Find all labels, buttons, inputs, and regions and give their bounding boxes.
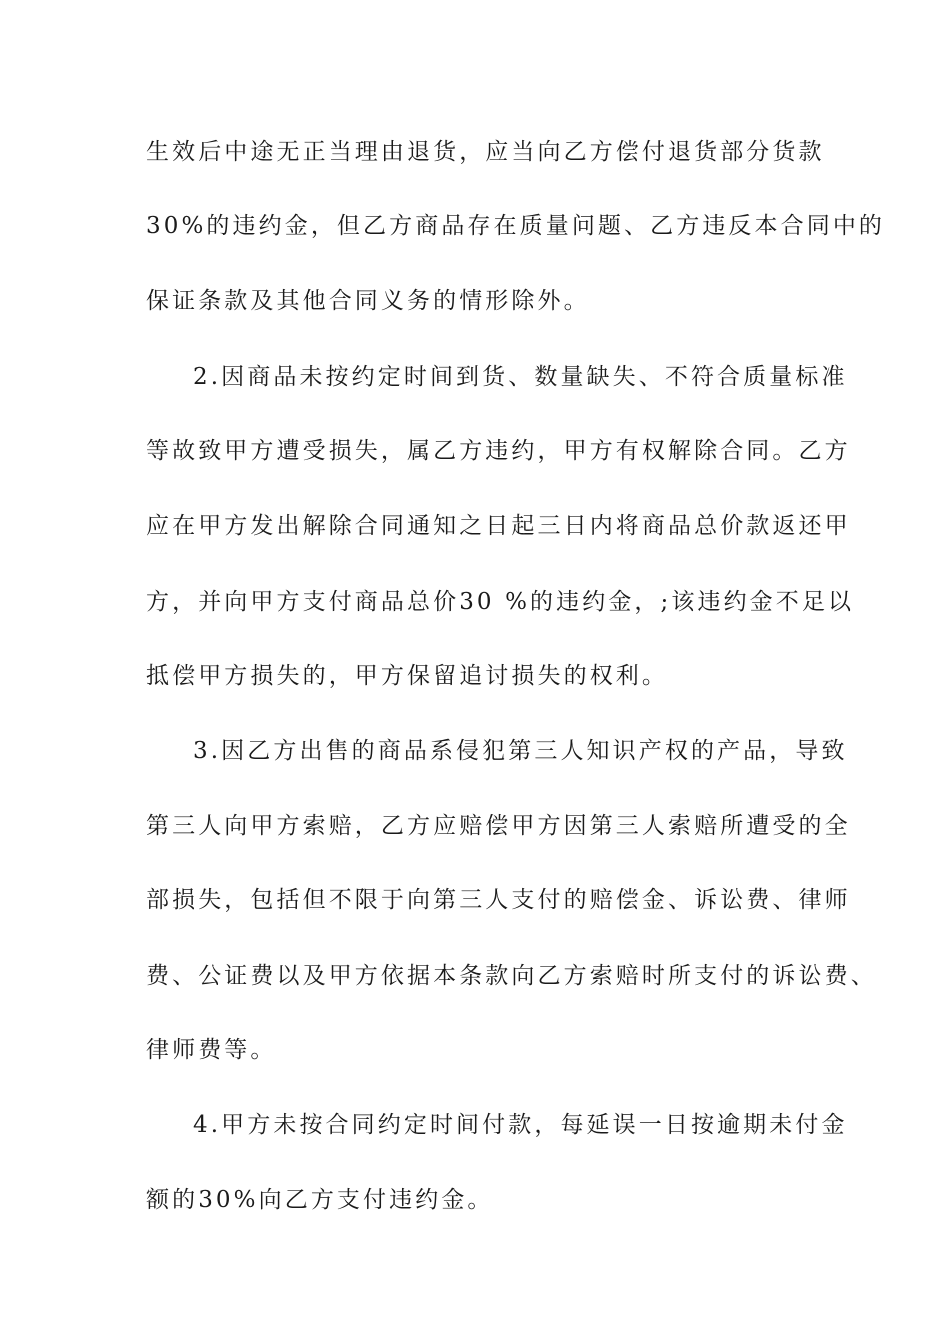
text-line: 第三人向甲方索赔，乙方应赔偿甲方因第三人索赔所遭受的全 bbox=[146, 813, 851, 839]
text-line: 律师费等。 bbox=[146, 1037, 277, 1063]
text-line: 等故致甲方遭受损失，属乙方违约，甲方有权解除合同。乙方 bbox=[146, 438, 851, 464]
text-line: 额的30%向乙方支付违约金。 bbox=[146, 1187, 494, 1213]
text-line: 部损失，包括但不限于向第三人支付的赔偿金、诉讼费、律师 bbox=[146, 887, 851, 913]
text-line: 方，并向甲方支付商品总价30 %的违约金，;该违约金不足以 bbox=[146, 589, 855, 615]
text-line: 抵偿甲方损失的，甲方保留追讨损失的权利。 bbox=[146, 663, 668, 689]
clause-3-start: 3.因乙方出售的商品系侵犯第三人知识产权的产品，导致 bbox=[193, 738, 848, 764]
text-line: 生效后中途无正当理由退货，应当向乙方偿付退货部分货款 bbox=[146, 139, 825, 165]
text-line: 费、公证费以及甲方依据本条款向乙方索赔时所支付的诉讼费、 bbox=[146, 963, 877, 989]
clause-2-start: 2.因商品未按约定时间到货、数量缺失、不符合质量标准 bbox=[193, 364, 848, 390]
text-line: 30%的违约金，但乙方商品存在质量问题、乙方违反本合同中的 bbox=[146, 213, 886, 239]
clause-4-start: 4.甲方未按合同约定时间付款，每延误一日按逾期未付金 bbox=[193, 1112, 848, 1138]
text-line: 保证条款及其他合同义务的情形除外。 bbox=[146, 288, 590, 314]
text-line: 应在甲方发出解除合同通知之日起三日内将商品总价款返还甲 bbox=[146, 513, 851, 539]
